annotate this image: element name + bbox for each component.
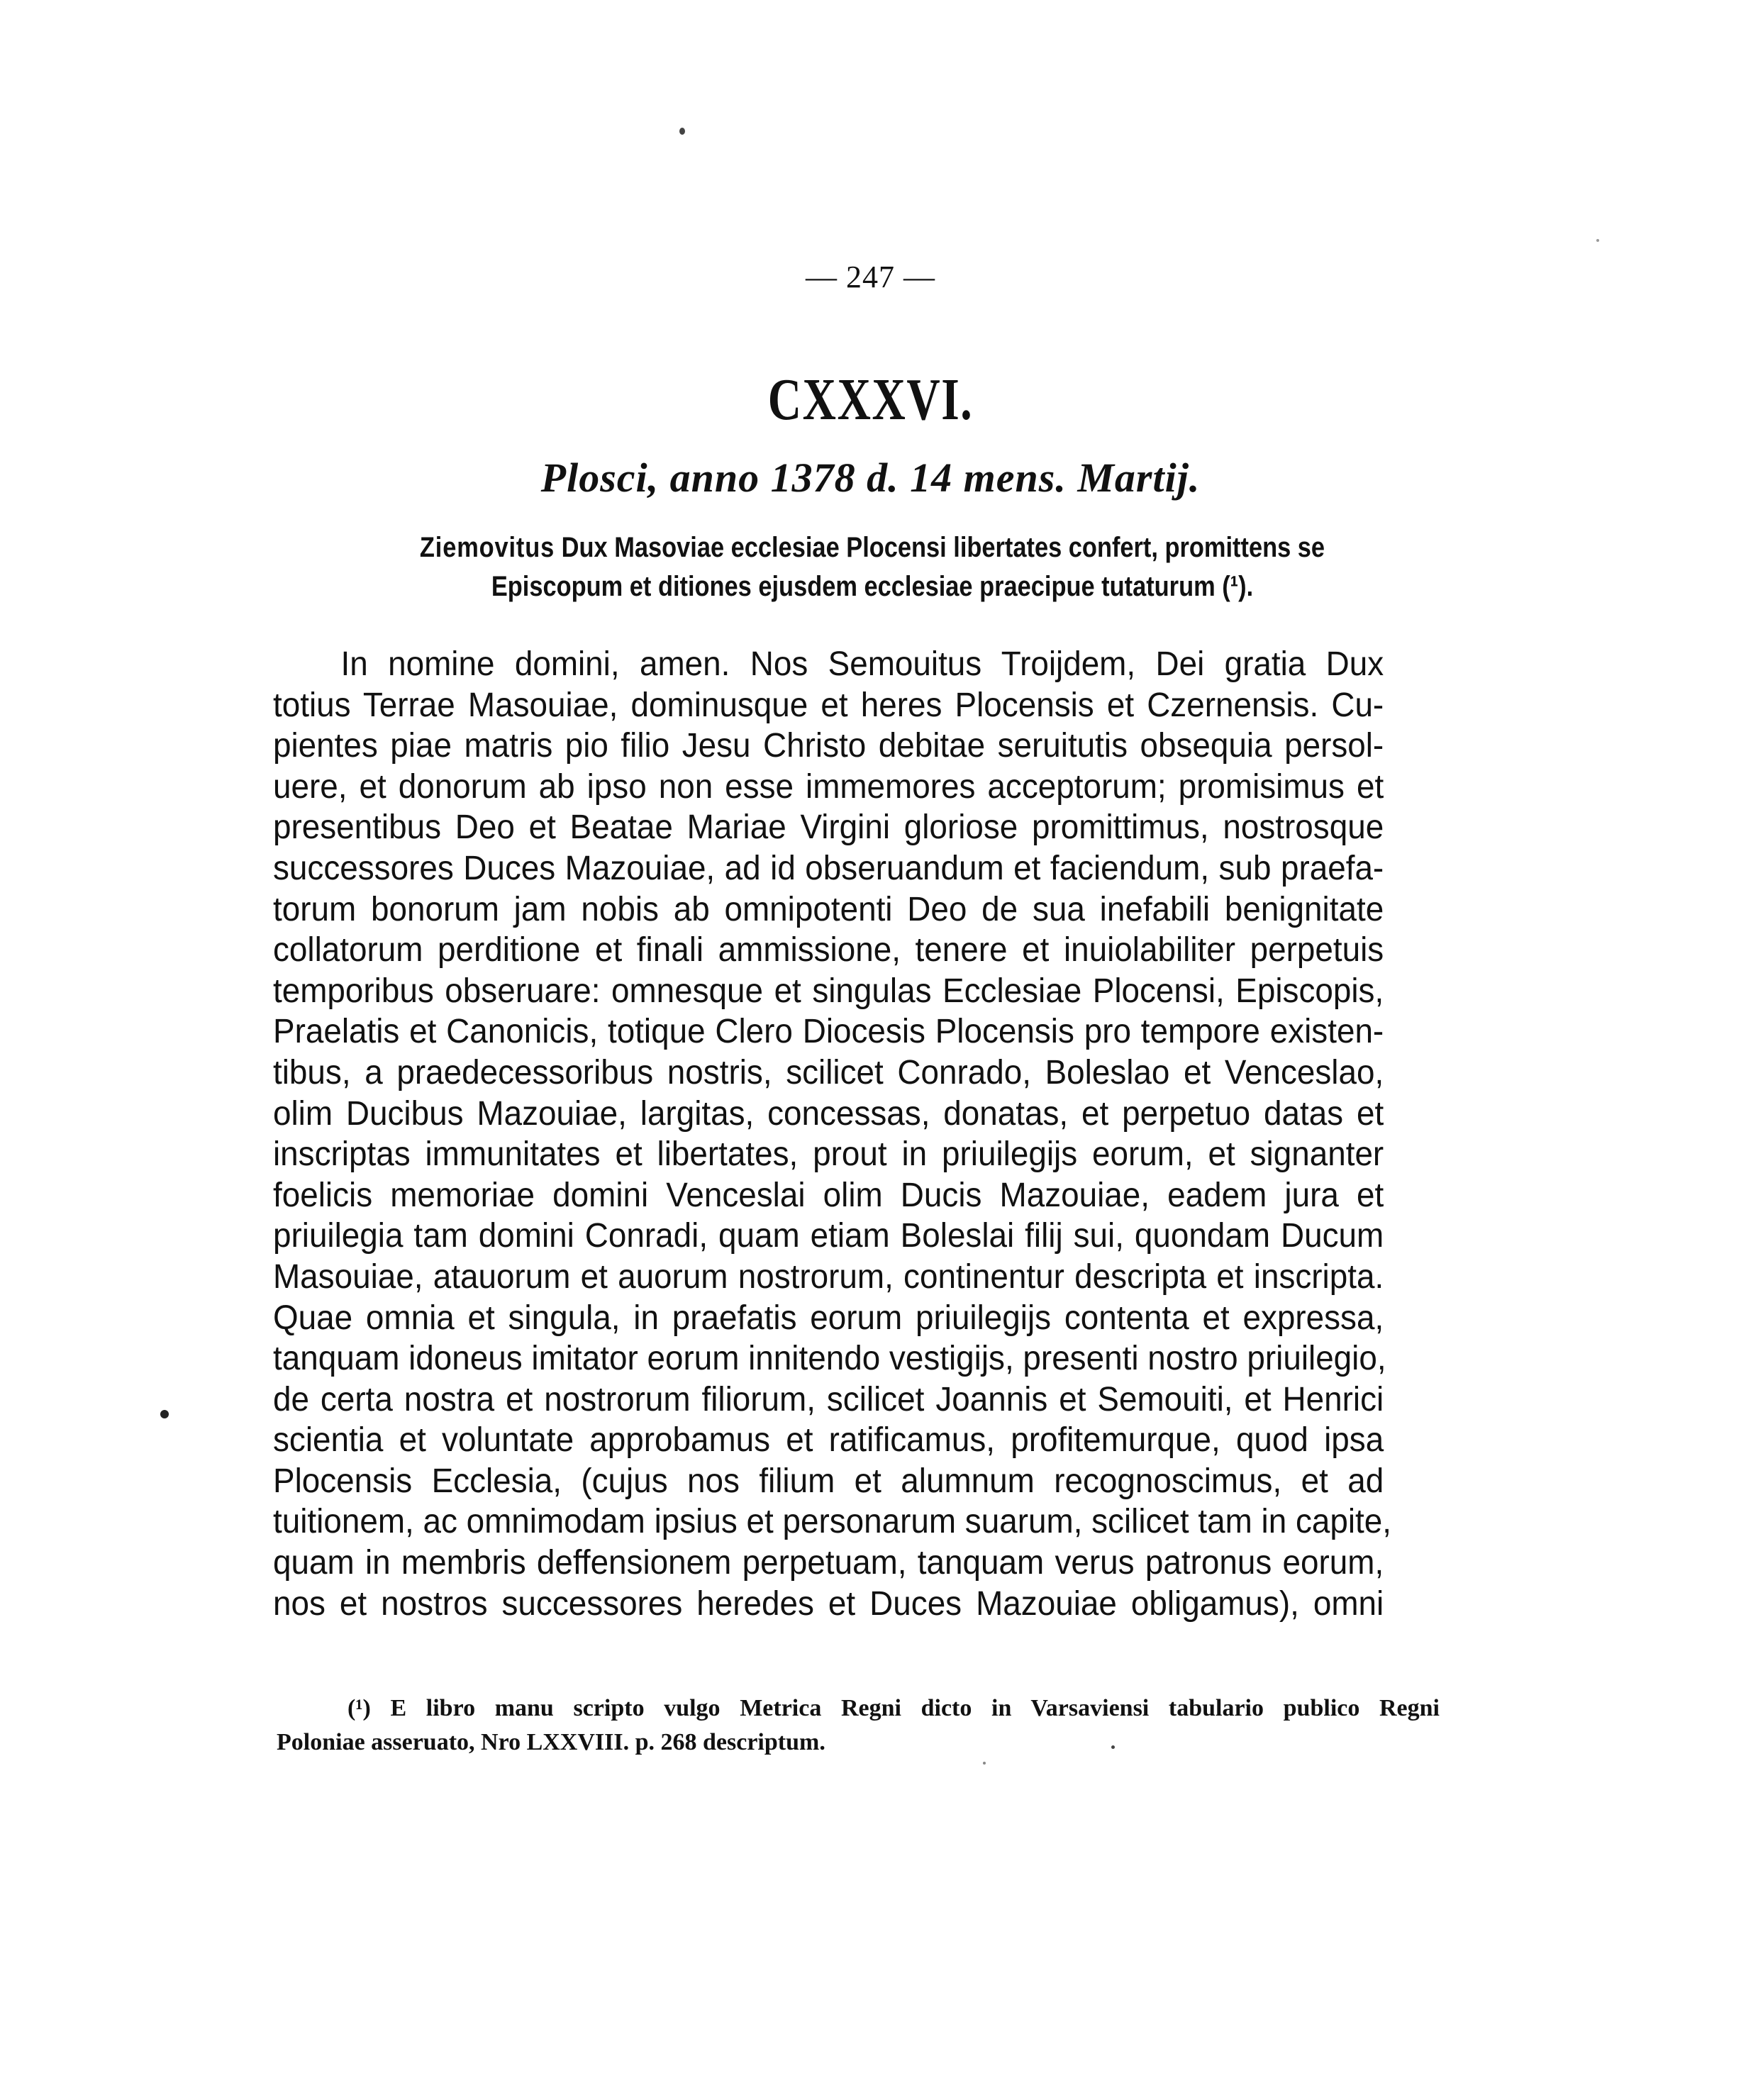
dateline: Plosci, anno 1378 d. 14 mens. Martij. xyxy=(540,455,1201,501)
body-line: Masouiae, atauorum et auorum nostrorum, continentur descripta et inscripta. xyxy=(273,1257,1384,1296)
footnote-line-2: Poloniae asseruato, Nro LXXVIII. p. 268 descriptum. xyxy=(277,1729,825,1755)
body-text xyxy=(273,644,1392,1624)
document-summary xyxy=(384,528,1360,606)
body-line: presentibus Deo et Beatae Mariae Virgini gloriose promittimus, nostrosque xyxy=(273,809,1384,847)
body-line: temporibus obseruare: omnesque et singulas Ecclesiae Plocensi, Episcopis, xyxy=(273,972,1384,1010)
scan-speck xyxy=(983,1762,986,1765)
body-line: foelicis memoriae domini Venceslai olim Ducis Mazouiae, eadem jura et xyxy=(273,1176,1384,1214)
body-line: successores Duces Mazouiae, ad id obseruandum et faciendum, sub praefa- xyxy=(273,849,1384,887)
body-line: scientia et voluntate approbamus et ratificamus, profitemurque, quod ipsa xyxy=(273,1421,1384,1460)
summary-line-2: Episcopum et ditiones ejusdem ecclesiae praecipue tutaturum (¹). xyxy=(491,571,1254,602)
body-line: inscriptas immunitates et libertates, prout in priuilegijs eorum, et signanter xyxy=(273,1135,1384,1174)
scan-speck xyxy=(160,1410,169,1418)
body-line: olim Ducibus Mazouiae, largitas, concessas, donatas, et perpetuo datas et xyxy=(273,1094,1384,1133)
body-line: quam in membris deffensionem perpetuam, tanquam verus patronus eorum, xyxy=(273,1544,1384,1582)
summary-line-1-rest: Dux Masoviae ecclesiae Plocensi libertates confert, promittens se xyxy=(555,532,1325,563)
body-line: Quae omnia et singula, in praefatis eorum priuilegijs contenta et expressa, xyxy=(273,1299,1384,1337)
body-line: In nomine domini, amen. Nos Semouitus Troijdem, Dei gratia Dux xyxy=(340,645,1384,683)
scan-speck xyxy=(1111,1745,1115,1749)
body-line: Plocensis Ecclesia, (cujus nos filium et alumnum recognoscimus, et ad xyxy=(273,1462,1384,1500)
body-line: collatorum perditione et finali ammissione, tenere et inuiolabiliter perpetuis xyxy=(273,931,1384,970)
body-line: tanquam idoneus imitator eorum innitendo vestigijs, presenti nostro priuilegio, xyxy=(273,1340,1386,1378)
summary-line-1 xyxy=(384,528,1360,567)
body-line: tibus, a praedecessoribus nostris, scilicet Conrado, Boleslao et Venceslao, xyxy=(273,1053,1384,1091)
scan-speck xyxy=(679,128,685,135)
footnote-line-1: (¹) E libro manu scripto vulgo Metrica Regni dicto in Varsaviensi tabulario publico Regni xyxy=(347,1695,1440,1721)
body-line: Praelatis et Canonicis, totique Clero Diocesis Plocensis pro tempore existen- xyxy=(273,1013,1384,1051)
page-number: — 247 — xyxy=(806,260,935,294)
body-line: torum bonorum jam nobis ab omnipotenti Deo de sua inefabili benignitate xyxy=(273,890,1384,928)
body-line: totius Terrae Masouiae, dominusque et heres Plocensis et Czernensis. Cu- xyxy=(273,686,1384,724)
body-line: priuilegia tam domini Conradi, quam etiam Boleslai filij sui, quondam Ducum xyxy=(273,1217,1384,1255)
body-line: de certa nostra et nostrorum filiorum, scilicet Joannis et Semouiti, et Henrici xyxy=(273,1380,1384,1418)
body-line: pientes piae matris pio filio Jesu Christo debitae seruitutis obsequia persol- xyxy=(273,727,1384,765)
footnote xyxy=(277,1691,1440,1760)
body-line: tuitionem, ac omnimodam ipsius et personarum suarum, scilicet tam in capite, xyxy=(273,1503,1392,1541)
scan-speck xyxy=(1596,239,1599,242)
summary-lead: Ziemovitus xyxy=(419,532,555,563)
document-number: CXXXVI. xyxy=(767,367,974,433)
body-line: uere, et donorum ab ipso non esse immemores acceptorum; promisimus et xyxy=(273,767,1384,806)
body-line: nos et nostros successores heredes et Duces Mazouiae obligamus), omni xyxy=(273,1584,1384,1623)
